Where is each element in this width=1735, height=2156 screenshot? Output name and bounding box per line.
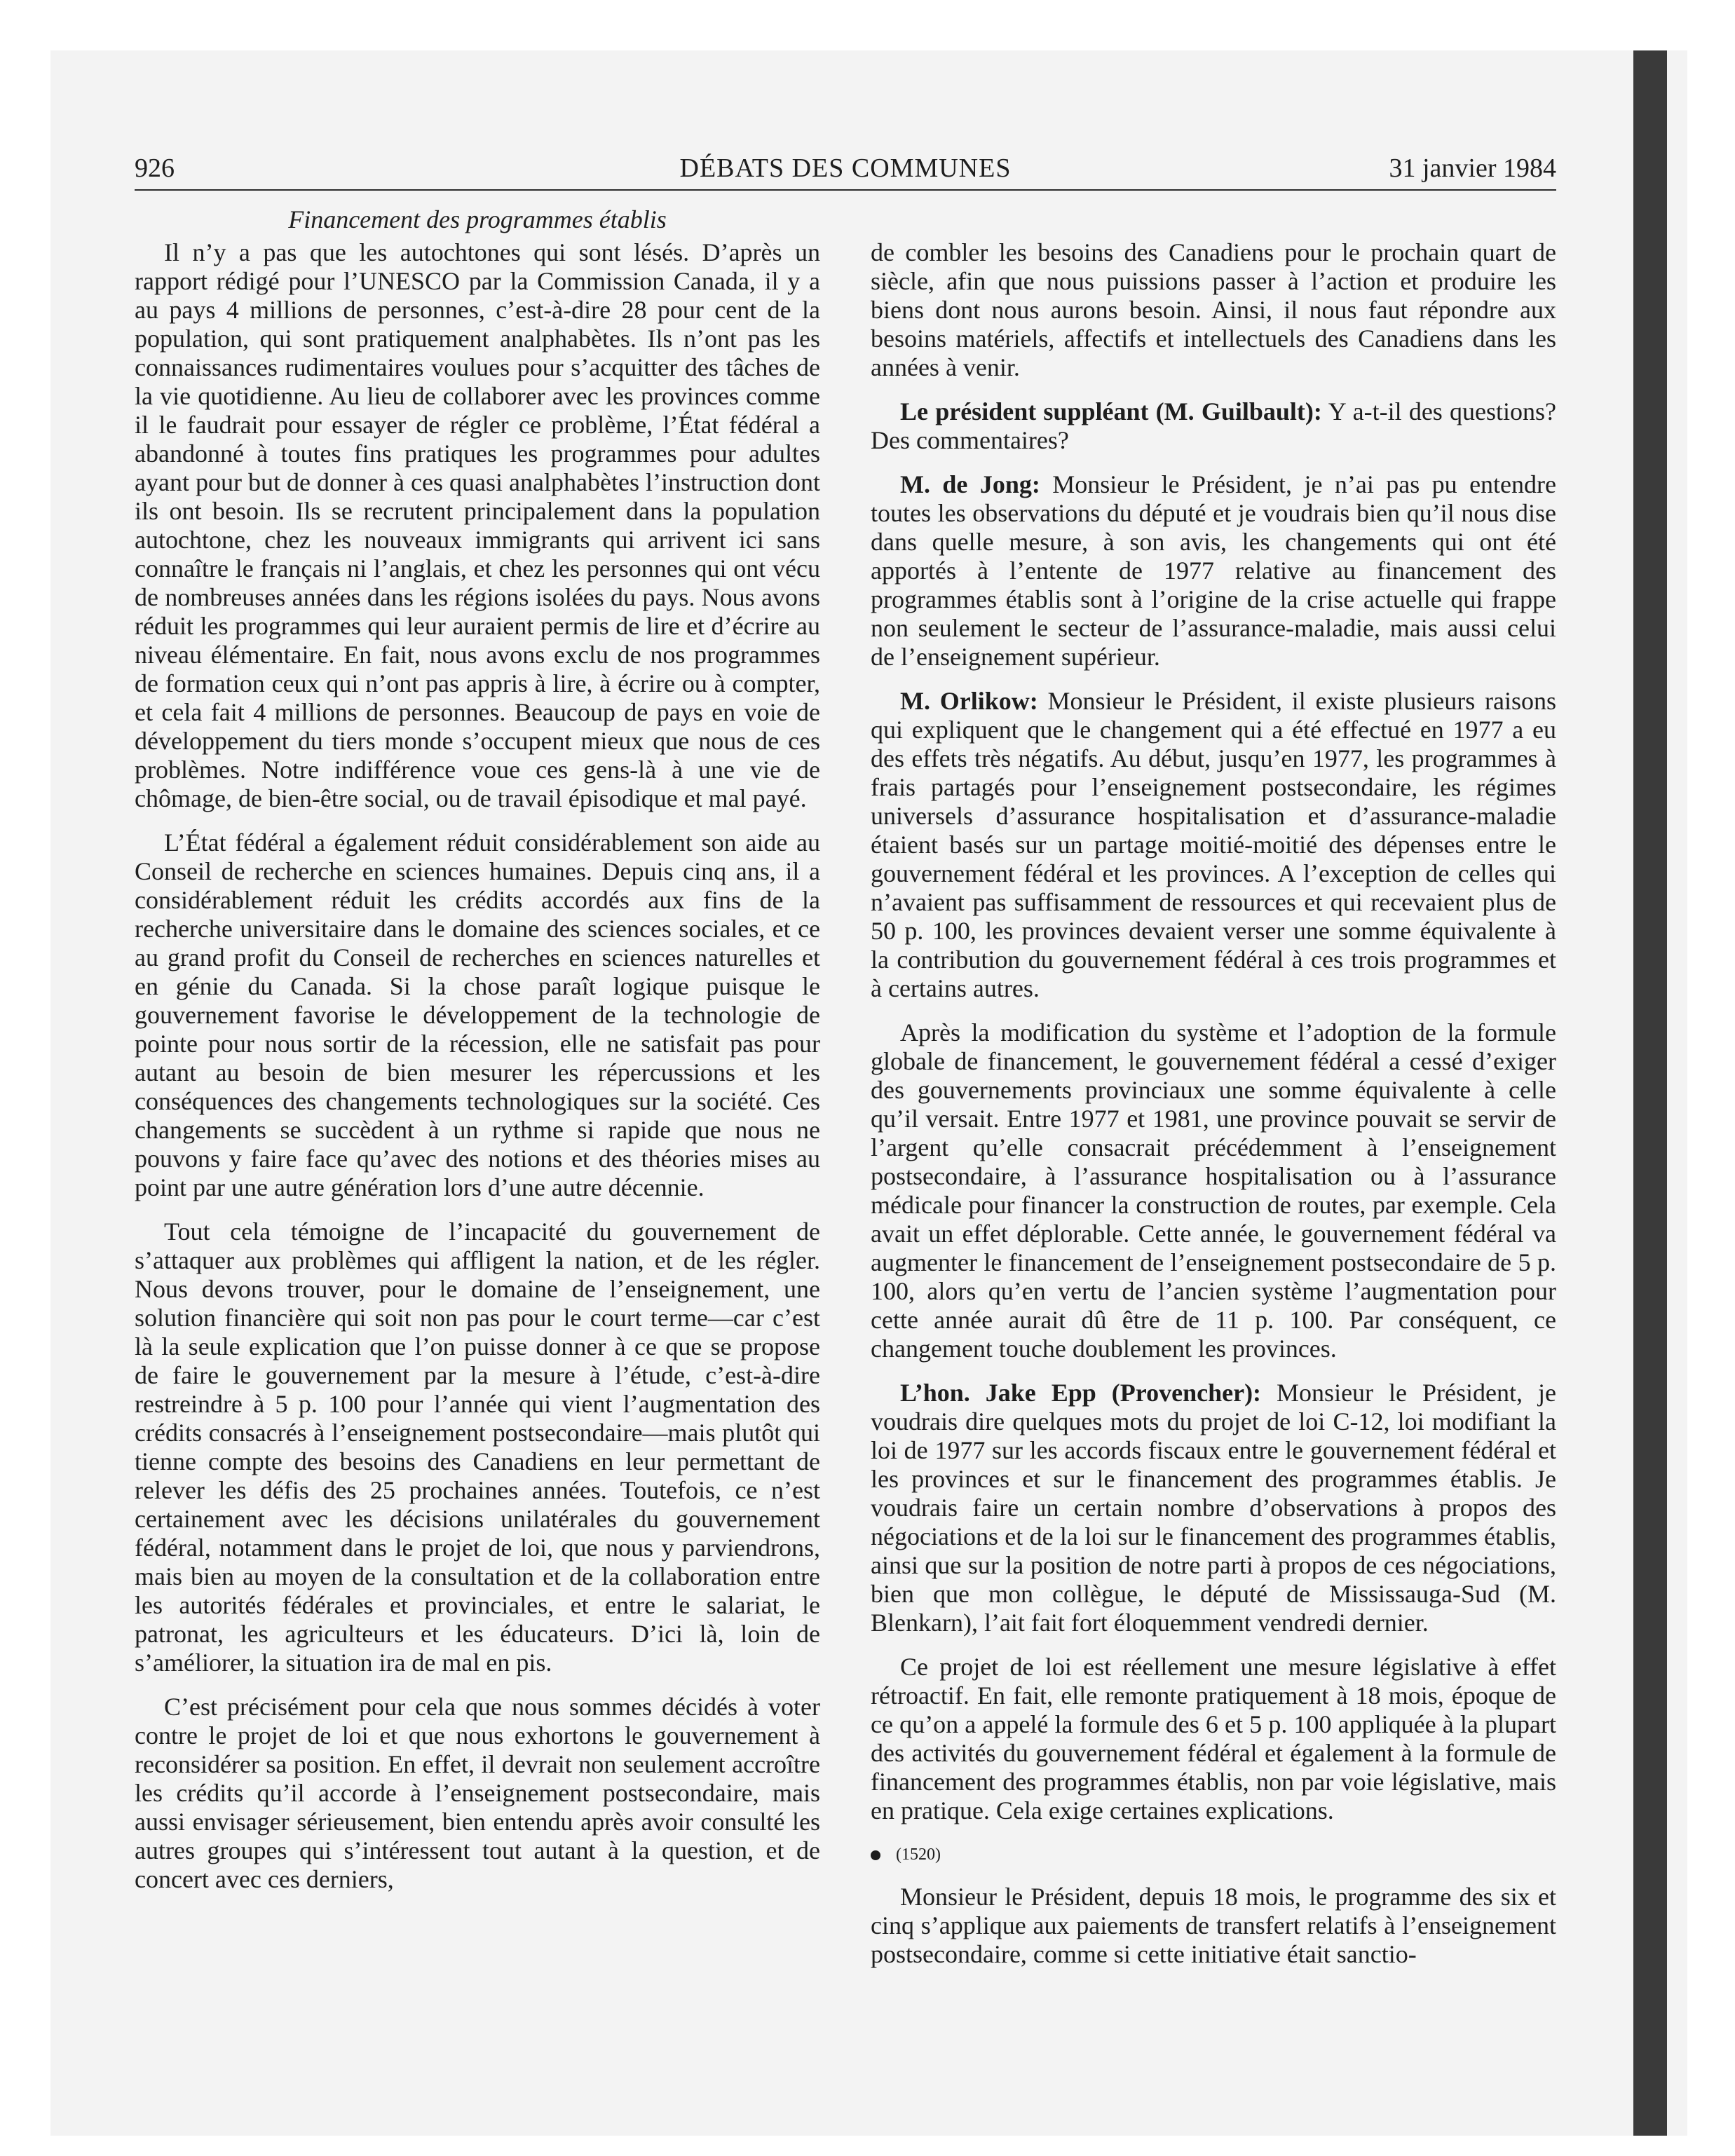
speaker-name: Le président suppléant (M. Guilbault): xyxy=(900,397,1322,425)
paragraph: C’est précisément pour cela que nous sommes décidés à voter contre le projet de loi et que nous exhortons le gouvernement à reconsidérer sa position. En effet, il devrait non seulement accroître les crédits qu’il accorde à l’enseignement postsecondaire, mais aussi envisager sérieusement, bien entendu après avoir consulté les autres groupes qui s’intéressent tout autant à la question, et de concert avec ces derniers, xyxy=(135,1693,820,1893)
section-subheading: Financement des programmes établis xyxy=(288,205,667,233)
time-marker xyxy=(871,1841,1556,1869)
speaker-name: L’hon. Jake Epp (Provencher): xyxy=(900,1379,1262,1407)
speech-text: Y a-t-il des questions? Des commentaires? xyxy=(871,397,1556,454)
paragraph: Ce projet de loi est réellement une mesure législative à effet rétroactif. En fait, elle remonte pratiquement à 18 mois, époque de ce qu’on a appelé la formule des 6 et 5 p. 100 appliquée à la plupart des activités du gouvernement fédéral et également à la formule de financement des programmes établis, non par voie législative, mais en pratique. Cela exige certaines explications. xyxy=(871,1653,1556,1824)
speech-text: Monsieur le Président, je n’ai pas pu entendre toutes les observations du député et je voudrais bien qu’il nous dise dans quelle mesure, à son avis, les changements qui ont été apportés à l’entente de 1977 relative au financement des programmes établis sont à l’origine de la crise actuelle qui frappe non seulement le secteur de l’assurance-maladie, mais aussi celui de l’enseignement supérieur. xyxy=(871,470,1556,671)
publication-date: 31 janvier 1984 xyxy=(1389,153,1556,183)
speech-paragraph xyxy=(871,397,1556,455)
speech-text: Monsieur le Président, il existe plusieurs raisons qui expliquent que le changement qui a été effectué en 1977 a eu des effets très négatifs. Au début, jusqu’en 1977, les programmes à frais partagés pour l’enseignement postsecondaire, les régimes universels d’assurance hospitalisation et d’assurance-maladie étaient basés sur un partage moitié-moitié des dépenses entre le gouvernement fédéral et les provinces. A l’exception de celles qui n’avaient pas suffisamment de ressources et qui recevaient plus de 50 p. 100, les provinces devaient verser une somme équivalente à la contribution du gouvernement fédéral à ces trois programmes et à certains autres. xyxy=(871,687,1556,1002)
speech-paragraph xyxy=(871,687,1556,1003)
speech-paragraph xyxy=(871,1379,1556,1637)
speech-text: Monsieur le Président, je voudrais dire quelques mots du projet de loi C-12, loi modifiant la loi de 1977 sur les accords fiscaux entre le gouvernement fédéral et les provinces et sur le financement des programmes établis. Je voudrais faire un certain nombre d’observations à propos des négociations et de la loi sur le financement des programmes établis, ainsi que sur la position de notre parti à propos de ces négociations, bien que mon collègue, le député de Mississauga-Sud (M. Blenkarn), l’ait fait fort éloquemment vendredi dernier. xyxy=(871,1379,1556,1637)
right-column xyxy=(871,238,1556,1984)
publication-title: DÉBATS DES COMMUNES xyxy=(679,153,1012,183)
paragraph: L’État fédéral a également réduit considérablement son aide au Conseil de recherche en sciences humaines. Depuis cinq ans, il a considérablement réduit les crédits accordés aux fins de la recherche universitaire dans le domaine des sciences sociales, et ce au grand profit du Conseil de recherches en sciences naturelles et en génie du Canada. Si la chose paraît logique puisque le gouvernement favorise le développement de la technologie de pointe pour nous sortir de la récession, elle ne satisfait pas pour autant au besoin de bien mesurer les répercussions et les conséquences des changements technologiques sur la société. Ces changements se succèdent à un rythme si rapide que nous ne pouvons y faire face qu’avec des notions et des théories mises au point par une autre génération lors d’une autre décennie. xyxy=(135,828,820,1201)
time-marker-label: (1520) xyxy=(896,1845,941,1864)
paragraph: Il n’y a pas que les autochtones qui sont lésés. D’après un rapport rédigé pour l’UNESCO par la Commission Canada, il y a au pays 4 millions de personnes, c’est-à-dire 28 pour cent de la population, qui sont pratiquement analphabètes. Ils n’ont pas les connaissances rudimentaires voulues pour s’acquitter des tâches de la vie quotidienne. Au lieu de collaborer avec les provinces comme il le faudrait pour essayer de régler ce problème, l’État fédéral a abandonné à toutes fins pratiques les programmes pour adultes ayant pour but de donner à ces quasi analphabètes l’instruction dont ils ont besoin. Ils se recrutent principalement dans la population autochtone, chez les nouveaux immigrants qui arrivent ici sans connaître le français ni l’anglais, et chez les personnes qui ont vécu de nombreuses années dans les régions isolées du pays. Nous avons réduit les programmes qui leur auraient permis de lire et d’écrire au niveau élémentaire. En fait, nous avons exclu de nos programmes de formation ceux qui n’ont pas appris à lire, à écrire ou à compter, et cela fait 4 millions de personnes. Beaucoup de pays en voie de développement du tiers monde s’occupent mieux que nous de ces problèmes. Notre indifférence voue ces gens-là à une vie de chômage, de bien-être social, ou de travail épisodique et mal payé. xyxy=(135,238,820,812)
paragraph: Tout cela témoigne de l’incapacité du gouvernement de s’attaquer aux problèmes qui affligent la nation, et de les régler. Nous devons trouver, pour le domaine de l’enseignement, une solution financière qui soit non pas pour le court terme—car c’est là la seule explication que l’on puisse donner à ce que se propose de faire le gouvernement par la mesure à l’étude, c’est-à-dire restreindre à 5 p. 100 pour l’année qui vient l’augmentation des crédits consacrés à l’enseignement postsecondaire—mais plutôt qui tienne compte des besoins des Canadiens en leur permettant de relever les défis des 25 prochaines années. Toutefois, ce n’est certainement avec les décisions unilatérales du gouvernement fédéral, notamment dans le projet de loi, que nous y parviendrons, mais bien au moyen de la consultation et de la collaboration entre les autorités fédérales et provinciales, et entre le salariat, le patronat, les agriculteurs et les éducateurs. D’ici là, loin de s’améliorer, la situation ira de mal en pis. xyxy=(135,1217,820,1677)
paragraph: Après la modification du système et l’adoption de la formule globale de financement, le gouvernement fédéral a cessé d’exiger des gouvernements provinciaux une somme équivalente à celle qu’il versait. Entre 1977 et 1981, une province pouvait se servir de l’argent qu’elle consacrait précédemment à l’enseignement postsecondaire, à l’assurance hospitalisation ou à l’assurance médicale pour financer la construction de routes, par exemple. Cela avait un effet déplorable. Cette année, le gouvernement fédéral va augmenter le financement de l’enseignement postsecondaire de 5 p. 100, alors qu’en vertu de l’ancien système l’augmentation pour cette année aurait dû être de 11 p. 100. Par conséquent, ce changement touche doublement les provinces. xyxy=(871,1018,1556,1363)
speaker-name: M. Orlikow: xyxy=(900,687,1038,715)
speaker-name: M. de Jong: xyxy=(900,470,1040,498)
paragraph: de combler les besoins des Canadiens pour le prochain quart de siècle, afin que nous puissions passer à l’action et produire les biens dont nous aurons besoin. Ainsi, il nous faut répondre aux besoins matériels, affectifs et intellectuels des Canadiens dans les années à venir. xyxy=(871,238,1556,381)
left-column xyxy=(135,200,820,1909)
page-number: 926 xyxy=(135,153,175,183)
speech-paragraph xyxy=(871,470,1556,671)
scan-edge-shadow xyxy=(1633,50,1667,2136)
running-header xyxy=(135,147,1556,191)
paragraph: Monsieur le Président, depuis 18 mois, le programme des six et cinq s’applique aux paiements de transfert relatifs à l’enseignement postsecondaire, comme si cette initiative était sanctio- xyxy=(871,1883,1556,1968)
document-page xyxy=(135,147,1556,2110)
bullet-dot-icon xyxy=(871,1850,880,1860)
